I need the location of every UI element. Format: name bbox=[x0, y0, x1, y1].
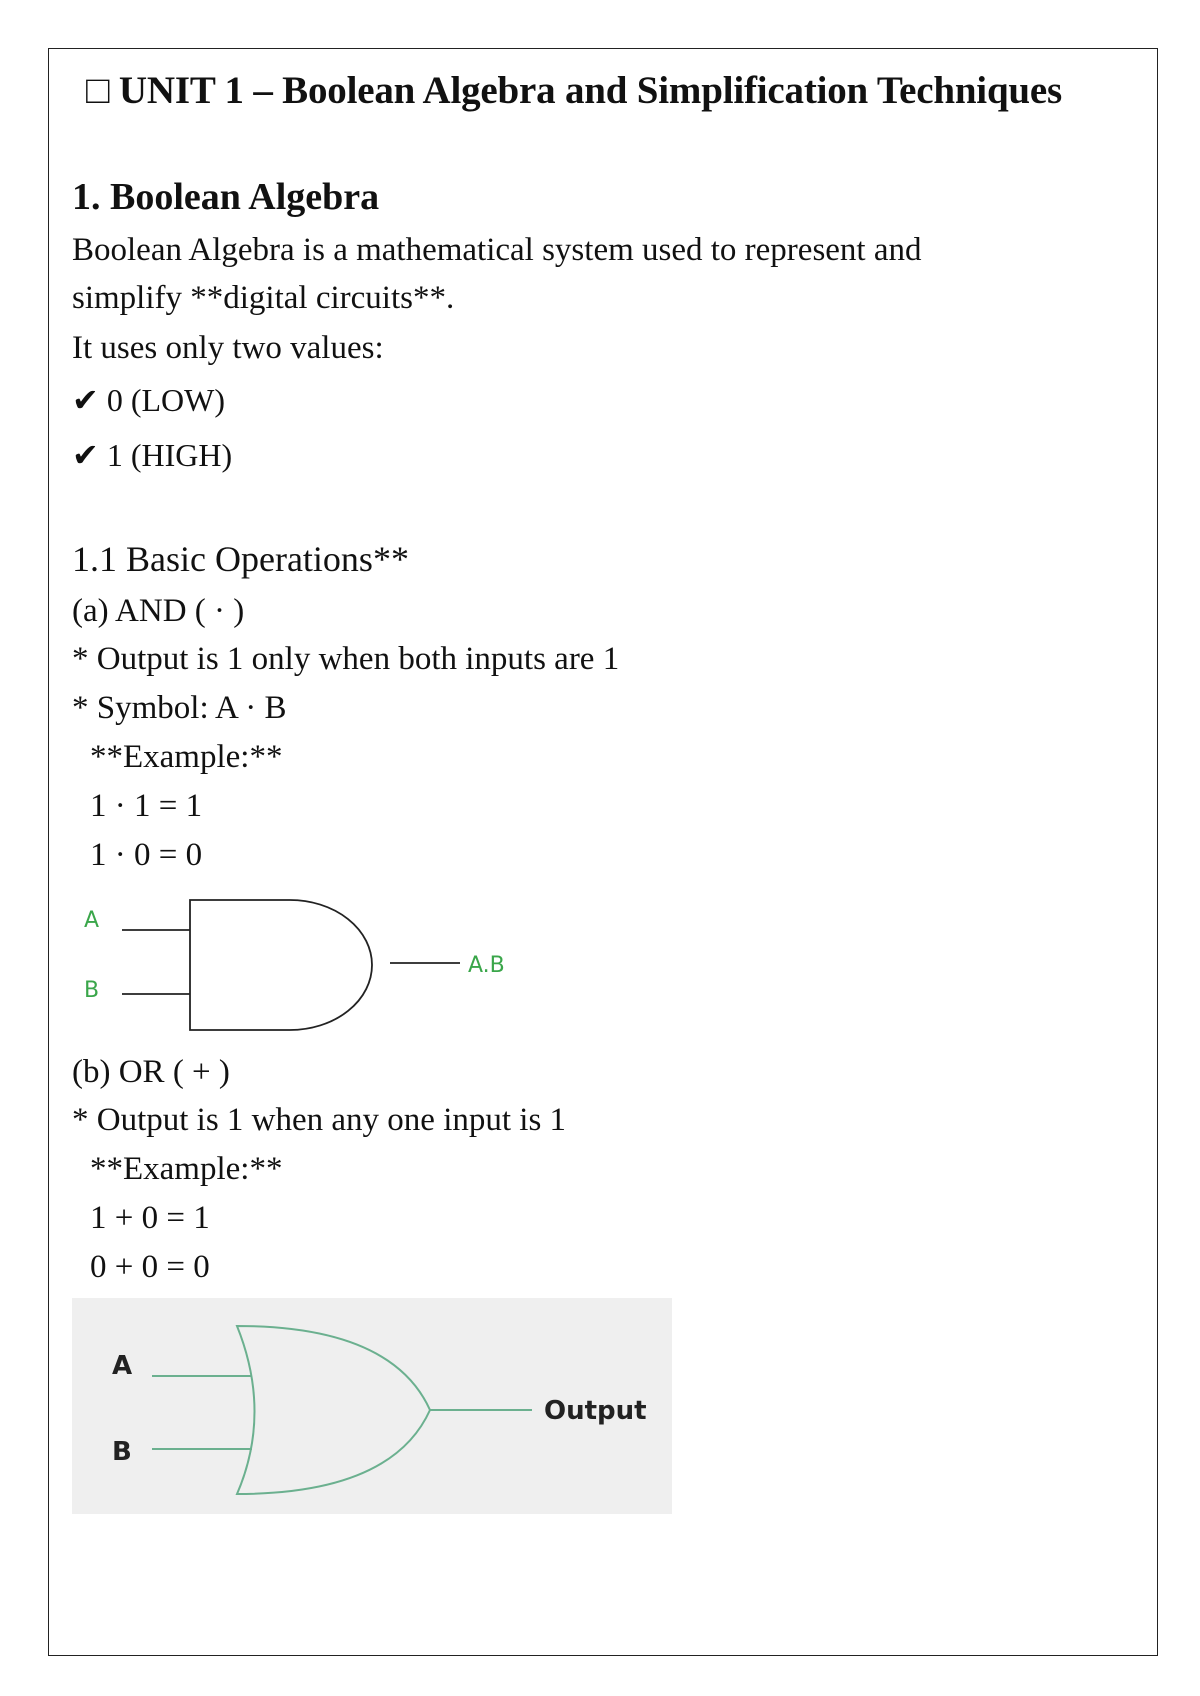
or-output-label: Output bbox=[544, 1396, 647, 1426]
values-intro: It uses only two values: bbox=[72, 330, 384, 366]
and-input-a-label: A bbox=[84, 908, 100, 933]
and-heading: (a) AND ( · ) bbox=[72, 593, 245, 629]
and-gate-body bbox=[190, 900, 372, 1030]
or-example-2: 0 + 0 = 0 bbox=[90, 1249, 210, 1285]
or-gate-diagram bbox=[72, 1298, 672, 1514]
and-output-label: A.B bbox=[468, 953, 505, 978]
and-symbol: * Symbol: A · B bbox=[72, 690, 287, 726]
subsection-heading: 1.1 Basic Operations** bbox=[72, 539, 409, 579]
or-input-b-label: B bbox=[112, 1437, 132, 1467]
value-high: ✔ 1 (HIGH) bbox=[72, 437, 233, 473]
and-example-label: **Example:** bbox=[90, 739, 283, 775]
document-title: □ UNIT 1 – Boolean Algebra and Simplification Techniques bbox=[86, 69, 1063, 112]
or-input-a-label: A bbox=[112, 1351, 133, 1381]
and-rule: * Output is 1 only when both inputs are 1 bbox=[72, 641, 620, 677]
and-gate-diagram bbox=[72, 880, 552, 1040]
or-example-label: **Example:** bbox=[90, 1151, 283, 1187]
or-example-1: 1 + 0 = 1 bbox=[90, 1200, 210, 1236]
and-input-b-label: B bbox=[84, 978, 100, 1003]
intro-line-2: simplify **digital circuits**. bbox=[72, 280, 455, 316]
intro-line-1: Boolean Algebra is a mathematical system used to represent and bbox=[72, 232, 922, 268]
and-example-2: 1 · 0 = 0 bbox=[90, 837, 203, 873]
or-heading: (b) OR ( + ) bbox=[72, 1054, 230, 1090]
value-low: ✔ 0 (LOW) bbox=[72, 382, 225, 418]
or-rule: * Output is 1 when any one input is 1 bbox=[72, 1102, 567, 1138]
section-heading: 1. Boolean Algebra bbox=[72, 176, 380, 218]
and-example-1: 1 · 1 = 1 bbox=[90, 788, 203, 824]
